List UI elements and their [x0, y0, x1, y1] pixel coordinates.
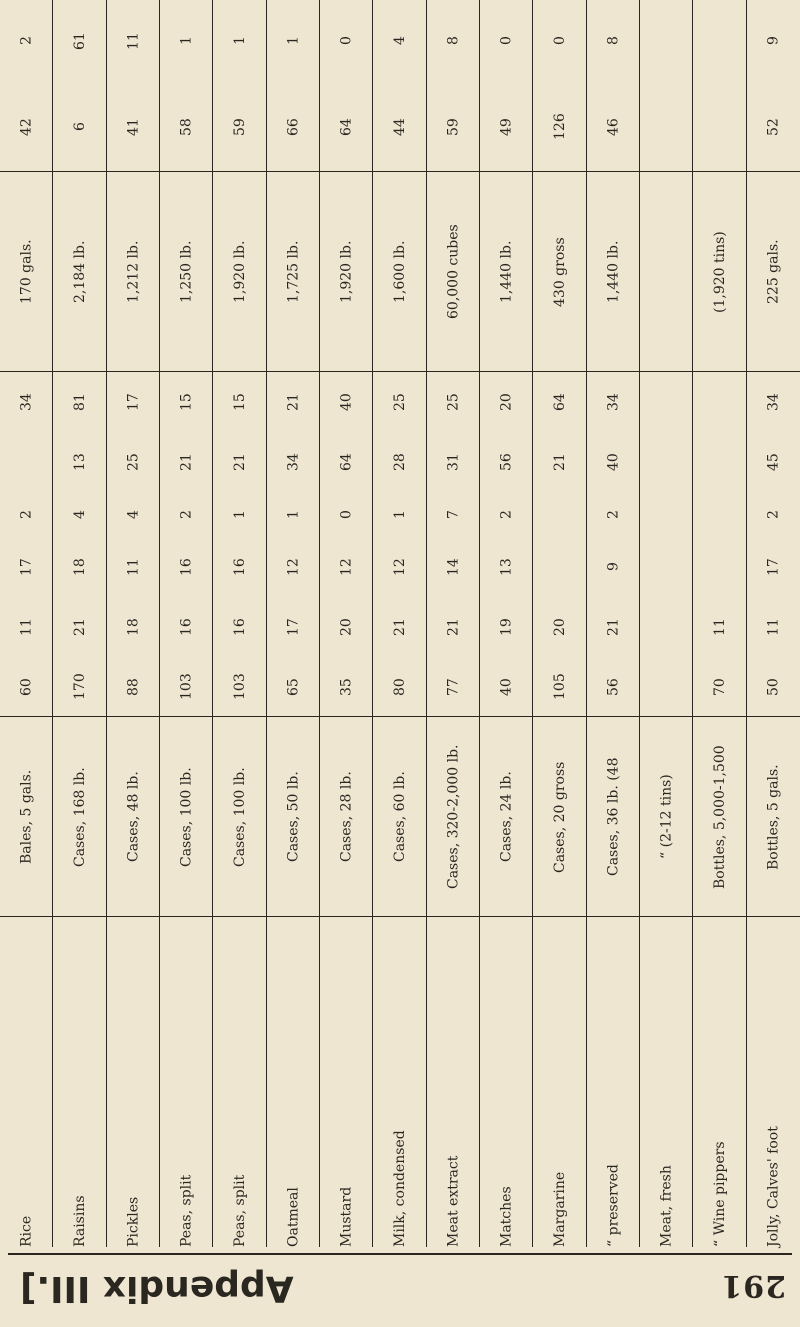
row-cell: [640, 657, 693, 717]
row-cell: 2: [178, 510, 195, 519]
row-divider: [692, 0, 693, 1247]
row-cell: [693, 82, 746, 172]
row-cell: 4: [72, 510, 88, 519]
row-item-name: Matches: [498, 1186, 515, 1247]
row-cell: 1,440 lb.: [498, 240, 515, 304]
row-cell: 41: [125, 118, 142, 136]
row-cell: 2: [498, 510, 515, 519]
row-cell: 80: [392, 678, 408, 696]
row-cell: 19: [498, 618, 515, 636]
row-cell: 64: [338, 118, 355, 136]
header-rule: [8, 1253, 792, 1255]
row-cell: 1: [232, 510, 248, 519]
row-cell: 11: [125, 558, 142, 576]
row-cell: 25: [392, 393, 408, 411]
row-cell: 0: [338, 36, 355, 46]
row-item-name: Margarine: [552, 1171, 568, 1247]
table-row: [427, 0, 480, 1247]
row-cell: 34: [765, 393, 782, 411]
table-row: [533, 0, 586, 1247]
row-cell: 17: [285, 618, 302, 636]
row-cell: 8: [605, 36, 622, 46]
row-cell: 15: [178, 393, 195, 411]
row-cell: 13: [72, 453, 88, 471]
row-divider: [586, 0, 587, 1247]
row-cell: 103: [232, 673, 248, 701]
row-cell: 58: [178, 118, 195, 136]
row-cell: 12: [392, 558, 408, 576]
table-row: [640, 0, 693, 1247]
row-cell: 16: [232, 618, 248, 636]
row-cell: 88: [125, 678, 142, 696]
row-cell: 1,212 lb.: [125, 240, 142, 304]
table-row: [693, 0, 746, 1247]
row-cell: [640, 0, 693, 82]
row-cell: [640, 597, 693, 657]
row-cell: 60: [18, 678, 35, 696]
row-divider: [746, 0, 747, 1247]
row-cell: 42: [18, 118, 35, 136]
table-row: [0, 0, 53, 1247]
row-cell: 25: [125, 453, 142, 471]
row-cell: 1: [285, 510, 302, 519]
row-cell: 2,184 lb.: [72, 240, 88, 304]
row-cell: 44: [392, 118, 408, 136]
row-divider: [479, 0, 480, 1247]
row-cell: 21: [552, 453, 568, 471]
row-item-name: Peas, split: [178, 1174, 195, 1247]
row-cell: 1,600 lb.: [392, 240, 408, 304]
row-divider: [212, 0, 213, 1247]
row-cell: 8: [445, 36, 462, 46]
row-cell: 18: [125, 618, 142, 636]
row-cell: [0, 432, 53, 492]
row-cell: 6: [72, 122, 88, 132]
table-row: [587, 0, 640, 1247]
row-cell: 31: [445, 453, 462, 471]
row-cell: 70: [712, 678, 728, 696]
row-item-name: Jolly, Calves' foot: [765, 1126, 782, 1247]
row-cell: Cases, 20 gross: [552, 761, 568, 873]
row-divider: [639, 0, 640, 1247]
row-divider: [372, 0, 373, 1247]
row-cell: 15: [232, 393, 248, 411]
row-cell: 1: [178, 36, 195, 46]
row-cell: 11: [765, 618, 782, 636]
row-cell: 4: [392, 36, 408, 46]
row-divider: [266, 0, 267, 1247]
row-cell: 103: [178, 673, 195, 701]
row-cell: 11: [18, 618, 35, 636]
row-cell: 66: [285, 118, 302, 136]
row-divider: [52, 0, 53, 1247]
table-row: [160, 0, 213, 1247]
row-cell: 16: [232, 558, 248, 576]
row-cell: Cases, 50 lb.: [285, 771, 302, 863]
row-cell: 105: [552, 673, 568, 701]
table-row: [53, 0, 106, 1247]
table-row: [267, 0, 320, 1247]
row-cell: 0: [552, 36, 568, 46]
row-cell: 59: [232, 118, 248, 136]
row-cell: 65: [285, 678, 302, 696]
row-cell: [640, 492, 693, 537]
row-cell: 21: [178, 453, 195, 471]
row-cell: Cases, 320-2,000 lb.: [445, 744, 462, 890]
row-cell: 17: [125, 393, 142, 411]
row-cell: 7: [445, 510, 462, 519]
row-cell: 4: [125, 510, 142, 519]
row-cell: 21: [285, 393, 302, 411]
row-divider: [532, 0, 533, 1247]
page-number: 291: [720, 1268, 786, 1303]
row-cell: (1,920 tins): [712, 231, 728, 313]
row-cell: [533, 537, 586, 597]
row-cell: 1,920 lb.: [232, 240, 248, 304]
row-cell: 17: [18, 558, 35, 576]
page-header: [0, 1247, 800, 1327]
row-cell: 1: [285, 36, 302, 46]
row-cell: 40: [498, 678, 515, 696]
row-cell: [693, 0, 746, 82]
row-cell: [640, 537, 693, 597]
row-cell: 2: [605, 510, 622, 519]
row-cell: 16: [178, 618, 195, 636]
column-divider: [0, 371, 800, 372]
row-cell: 50: [765, 678, 782, 696]
row-cell: 430 gross: [552, 237, 568, 307]
row-cell: Cases, 36 lb. (48: [605, 757, 622, 877]
row-cell: [640, 172, 693, 372]
row-cell: 13: [498, 558, 515, 576]
row-cell: 45: [765, 453, 782, 471]
row-cell: 56: [498, 453, 515, 471]
page-title: Appendix III.]: [20, 1268, 294, 1309]
row-cell: Bottles, 5 gals.: [765, 764, 782, 870]
row-cell: [640, 372, 693, 432]
row-cell: 12: [285, 558, 302, 576]
row-cell: [693, 492, 746, 537]
row-cell: “ (2-12 tins): [658, 774, 675, 860]
row-item-name: Mustard: [338, 1186, 355, 1247]
row-cell: 14: [445, 558, 462, 576]
row-cell: 170 gals.: [18, 239, 35, 305]
row-divider: [319, 0, 320, 1247]
table-row: [320, 0, 373, 1247]
table-row: [213, 0, 266, 1247]
row-cell: 9: [765, 36, 782, 46]
row-cell: 1: [392, 510, 408, 519]
row-item-name: Pickles: [125, 1196, 142, 1247]
table-row: [747, 0, 800, 1247]
row-item-name: “ Wine pippers: [712, 1141, 728, 1247]
row-cell: 2: [765, 510, 782, 519]
row-cell: 9: [605, 562, 622, 572]
row-cell: 11: [712, 618, 728, 636]
row-cell: 21: [445, 618, 462, 636]
row-cell: 60,000 cubes: [445, 224, 462, 320]
row-cell: 21: [72, 618, 88, 636]
row-cell: Cases, 100 lb.: [232, 767, 248, 867]
column-divider: [0, 171, 800, 172]
row-cell: 21: [605, 618, 622, 636]
row-cell: 49: [498, 118, 515, 136]
row-cell: 40: [338, 393, 355, 411]
row-cell: 16: [178, 558, 195, 576]
row-cell: Cases, 24 lb.: [498, 771, 515, 863]
row-cell: 59: [445, 118, 462, 136]
row-cell: 1,920 lb.: [338, 240, 355, 304]
row-cell: 52: [765, 118, 782, 136]
row-cell: Bottles, 5,000-1,500: [712, 745, 728, 889]
row-cell: Cases, 48 lb.: [125, 771, 142, 863]
row-cell: 2: [18, 510, 35, 519]
row-cell: 17: [765, 558, 782, 576]
row-cell: 25: [445, 393, 462, 411]
row-cell: [693, 432, 746, 492]
row-cell: 61: [72, 32, 88, 50]
row-divider: [426, 0, 427, 1247]
row-item-name: Oatmeal: [285, 1187, 302, 1247]
row-cell: Cases, 100 lb.: [178, 767, 195, 867]
row-cell: 170: [72, 673, 88, 701]
row-cell: Cases, 168 lb.: [72, 767, 88, 867]
table-row: [373, 0, 426, 1247]
row-cell: 64: [552, 393, 568, 411]
row-cell: 1,725 lb.: [285, 240, 302, 304]
row-cell: 18: [72, 558, 88, 576]
row-cell: 20: [498, 393, 515, 411]
row-cell: 2: [18, 36, 35, 46]
row-cell: Bales, 5 gals.: [18, 769, 35, 865]
row-divider: [106, 0, 107, 1247]
column-divider: [0, 916, 800, 917]
row-cell: 35: [338, 678, 355, 696]
row-cell: 21: [232, 453, 248, 471]
row-cell: 21: [392, 618, 408, 636]
row-divider: [159, 0, 160, 1247]
row-cell: 56: [605, 678, 622, 696]
row-item-name: Raisins: [72, 1195, 88, 1247]
row-item-name: Meat extract: [445, 1155, 462, 1247]
row-cell: 1,250 lb.: [178, 240, 195, 304]
row-cell: 20: [338, 618, 355, 636]
row-cell: [693, 372, 746, 432]
row-cell: 1: [232, 36, 248, 46]
row-item-name: Meat, fresh: [658, 1165, 675, 1247]
row-cell: [533, 492, 586, 537]
row-cell: 11: [125, 32, 142, 50]
row-item-name: Milk, condensed: [392, 1130, 408, 1247]
row-cell: [640, 82, 693, 172]
row-cell: 77: [445, 678, 462, 696]
row-cell: 40: [605, 453, 622, 471]
row-cell: 20: [552, 618, 568, 636]
row-cell: [640, 432, 693, 492]
row-cell: 225 gals.: [765, 239, 782, 305]
row-cell: 34: [18, 393, 35, 411]
row-item-name: “ preserved: [605, 1164, 622, 1247]
row-cell: 0: [498, 36, 515, 46]
row-cell: 34: [285, 453, 302, 471]
table-row: [107, 0, 160, 1247]
row-cell: Cases, 28 lb.: [338, 771, 355, 863]
row-cell: 28: [392, 453, 408, 471]
row-item-name: Peas, split: [232, 1174, 248, 1247]
row-cell: 1,440 lb.: [605, 240, 622, 304]
row-cell: 126: [552, 113, 568, 141]
row-cell: Cases, 60 lb.: [392, 771, 408, 863]
row-cell: 12: [338, 558, 355, 576]
row-cell: 34: [605, 393, 622, 411]
table-row: [480, 0, 533, 1247]
row-cell: [693, 537, 746, 597]
row-cell: 0: [338, 510, 355, 519]
column-divider: [0, 716, 800, 717]
row-cell: 64: [338, 453, 355, 471]
row-item-name: Rice: [18, 1215, 35, 1247]
row-cell: 81: [72, 393, 88, 411]
row-cell: 46: [605, 118, 622, 136]
